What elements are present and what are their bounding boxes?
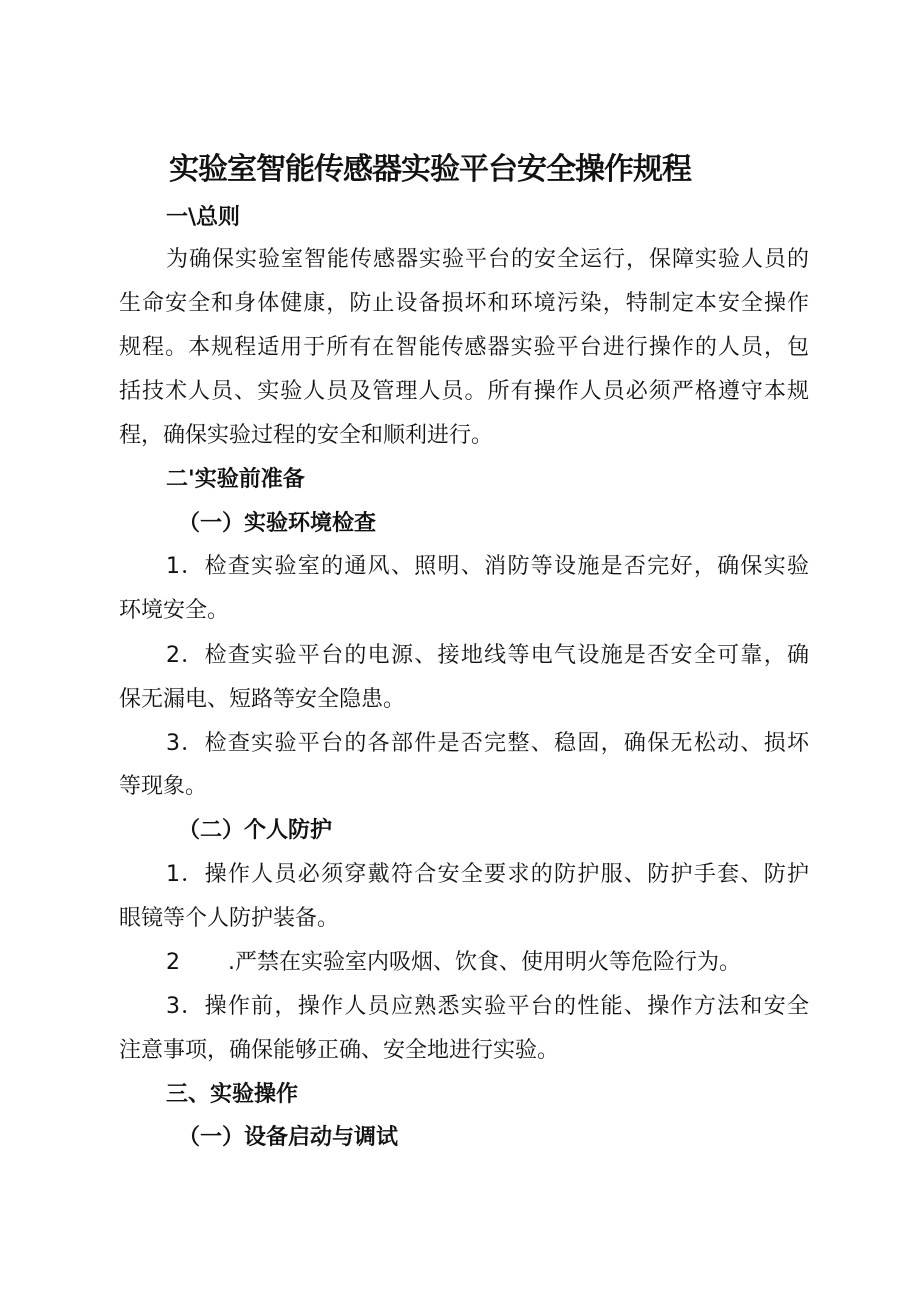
paragraph-line: 规程。本规程适用于所有在智能传感器实验平台进行操作的人员，包 xyxy=(119,335,809,360)
list-item-line: .严禁在实验室内吸烟、饮食、使用明火等危险行为。 xyxy=(228,950,741,975)
paragraph-line: 生命安全和身体健康，防止设备损坏和环境污染，特制定本安全操作 xyxy=(119,291,809,316)
list-item-number: 2 xyxy=(166,950,180,975)
list-item-line: 1．检查实验室的通风、照明、消防等设施是否完好，确保实验 xyxy=(166,554,809,579)
paragraph-line: 括技术人员、实验人员及管理人员。所有操作人员必须严格遵守本规 xyxy=(119,379,809,404)
list-item-line: 3．检查实验平台的各部件是否完整、稳固，确保无松动、损坏 xyxy=(166,731,809,756)
list-item-line: 等现象。 xyxy=(119,774,208,799)
section-heading-general: 一\总则 xyxy=(166,205,241,230)
list-item-line: 3．操作前，操作人员应熟悉实验平台的性能、操作方法和安全 xyxy=(166,994,809,1019)
section-heading-operation: 三、实验操作 xyxy=(166,1082,299,1107)
subsection-heading-startup-debug: （一）设备启动与调试 xyxy=(178,1125,399,1150)
list-item-line: 环境安全。 xyxy=(119,598,230,623)
subsection-heading-environment-check: （一）实验环境检查 xyxy=(178,511,377,536)
document-title: 实验室智能传感器实验平台安全操作规程 xyxy=(169,152,691,187)
list-item-line: 眼镜等个人防护装备。 xyxy=(119,906,340,931)
paragraph-line: 为确保实验室智能传感器实验平台的安全运行，保障实验人员的 xyxy=(166,247,809,272)
list-item-line: 1．操作人员必须穿戴符合安全要求的防护服、防护手套、防护 xyxy=(166,862,809,887)
paragraph-line: 程，确保实验过程的安全和顺利进行。 xyxy=(119,423,494,448)
list-item-line: 注意事项，确保能够正确、安全地进行实验。 xyxy=(119,1038,560,1063)
list-item-line: 2．检查实验平台的电源、接地线等电气设施是否安全可靠，确 xyxy=(166,643,809,668)
list-item-line: 保无漏电、短路等安全隐患。 xyxy=(119,687,406,712)
subsection-heading-personal-protection: （二）个人防护 xyxy=(178,818,333,843)
section-heading-preparation: 二'实验前准备 xyxy=(166,467,305,492)
